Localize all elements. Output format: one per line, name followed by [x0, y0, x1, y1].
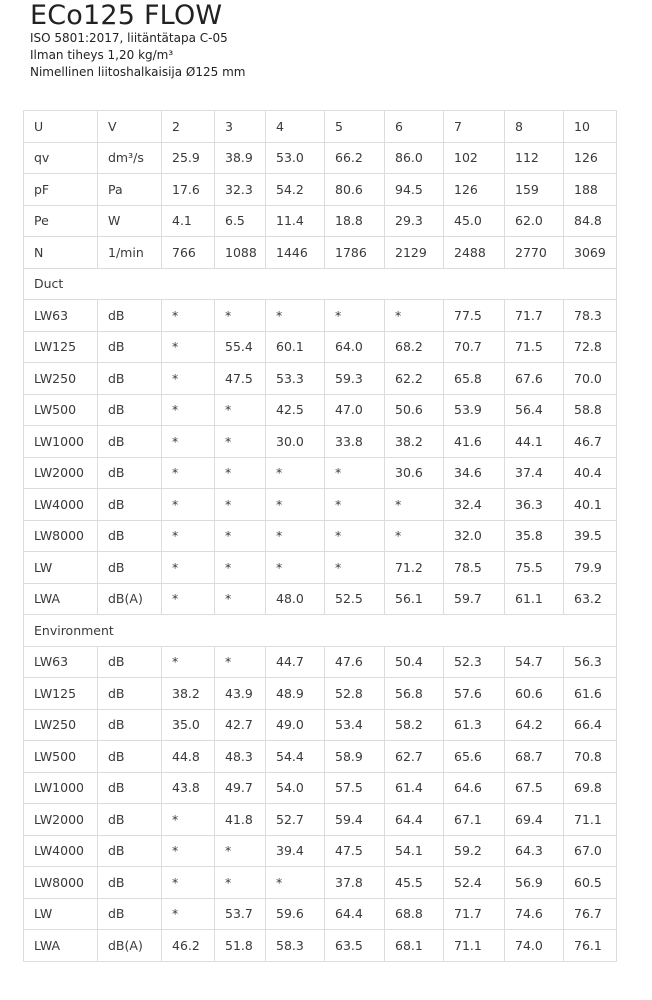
value-cell: 57.5 — [325, 772, 385, 804]
value-cell: 52.4 — [444, 867, 505, 899]
value-cell: 69.8 — [564, 772, 617, 804]
value-cell: 52.7 — [266, 804, 325, 836]
row-label: LWA — [24, 583, 98, 615]
value-cell: 67.5 — [505, 772, 564, 804]
value-cell: 38.2 — [162, 678, 215, 710]
unit-cell: dB — [98, 520, 162, 552]
unit-cell: dB — [98, 835, 162, 867]
value-cell: 64.3 — [505, 835, 564, 867]
value-cell: 36.3 — [505, 489, 564, 521]
value-cell: * — [162, 426, 215, 458]
value-cell: 44.8 — [162, 741, 215, 773]
unit-cell: dB — [98, 331, 162, 363]
section-row — [24, 268, 617, 300]
unit-cell: dm³/s — [98, 142, 162, 174]
value-cell: 2 — [162, 111, 215, 143]
value-cell: 40.1 — [564, 489, 617, 521]
value-cell: * — [162, 457, 215, 489]
value-cell: * — [215, 300, 266, 332]
value-cell: 53.9 — [444, 394, 505, 426]
value-cell: 60.5 — [564, 867, 617, 899]
value-cell: 32.0 — [444, 520, 505, 552]
row-label: LW — [24, 552, 98, 584]
value-cell: 42.5 — [266, 394, 325, 426]
value-cell: * — [215, 646, 266, 678]
value-cell: 159 — [505, 174, 564, 206]
row-label: LWA — [24, 930, 98, 962]
value-cell: * — [266, 300, 325, 332]
value-cell: 54.2 — [266, 174, 325, 206]
unit-cell: dB(A) — [98, 930, 162, 962]
row-label: U — [24, 111, 98, 143]
row-label: LW4000 — [24, 489, 98, 521]
value-cell: 48.0 — [266, 583, 325, 615]
value-cell: 67.6 — [505, 363, 564, 395]
value-cell: 30.0 — [266, 426, 325, 458]
table-row — [24, 394, 617, 426]
row-label: LW2000 — [24, 804, 98, 836]
value-cell: 32.3 — [215, 174, 266, 206]
section-row — [24, 615, 617, 647]
value-cell: * — [162, 520, 215, 552]
value-cell: * — [266, 552, 325, 584]
unit-cell: dB — [98, 300, 162, 332]
unit-cell: dB — [98, 426, 162, 458]
value-cell: 70.0 — [564, 363, 617, 395]
value-cell: 4.1 — [162, 205, 215, 237]
value-cell: 59.2 — [444, 835, 505, 867]
value-cell: 126 — [444, 174, 505, 206]
value-cell: * — [215, 457, 266, 489]
table-row — [24, 583, 617, 615]
unit-cell: W — [98, 205, 162, 237]
value-cell: 33.8 — [325, 426, 385, 458]
value-cell: * — [215, 520, 266, 552]
value-cell: * — [385, 489, 444, 521]
value-cell: 47.5 — [215, 363, 266, 395]
value-cell: 50.4 — [385, 646, 444, 678]
value-cell: * — [325, 300, 385, 332]
value-cell: 45.5 — [385, 867, 444, 899]
value-cell: 41.8 — [215, 804, 266, 836]
table-row — [24, 835, 617, 867]
value-cell: 54.7 — [505, 646, 564, 678]
value-cell: 70.8 — [564, 741, 617, 773]
value-cell: 76.7 — [564, 898, 617, 930]
value-cell: 75.5 — [505, 552, 564, 584]
value-cell: 68.7 — [505, 741, 564, 773]
value-cell: 50.6 — [385, 394, 444, 426]
value-cell: 63.2 — [564, 583, 617, 615]
value-cell: 2770 — [505, 237, 564, 269]
value-cell: 42.7 — [215, 709, 266, 741]
unit-cell: dB — [98, 741, 162, 773]
value-cell: 43.8 — [162, 772, 215, 804]
table-row — [24, 678, 617, 710]
value-cell: 71.7 — [444, 898, 505, 930]
value-cell: 61.3 — [444, 709, 505, 741]
row-label: LW2000 — [24, 457, 98, 489]
row-label: LW1000 — [24, 772, 98, 804]
value-cell: * — [266, 867, 325, 899]
value-cell: 4 — [266, 111, 325, 143]
value-cell: * — [162, 331, 215, 363]
value-cell: 3069 — [564, 237, 617, 269]
row-label: LW — [24, 898, 98, 930]
value-cell: 71.1 — [564, 804, 617, 836]
value-cell: 6 — [385, 111, 444, 143]
value-cell: 11.4 — [266, 205, 325, 237]
row-label: LW8000 — [24, 867, 98, 899]
air-density-line: Ilman tiheys 1,20 kg/m³ — [30, 48, 174, 62]
value-cell: 71.1 — [444, 930, 505, 962]
value-cell: 62.7 — [385, 741, 444, 773]
value-cell: 43.9 — [215, 678, 266, 710]
value-cell: 53.7 — [215, 898, 266, 930]
value-cell: 57.6 — [444, 678, 505, 710]
value-cell: 46.2 — [162, 930, 215, 962]
unit-cell: Pa — [98, 174, 162, 206]
unit-cell: dB — [98, 867, 162, 899]
value-cell: 54.0 — [266, 772, 325, 804]
row-label: LW250 — [24, 363, 98, 395]
row-label: LW250 — [24, 709, 98, 741]
value-cell: 47.6 — [325, 646, 385, 678]
value-cell: 79.9 — [564, 552, 617, 584]
table-row — [24, 142, 617, 174]
value-cell: 68.2 — [385, 331, 444, 363]
unit-cell: dB — [98, 489, 162, 521]
value-cell: 54.1 — [385, 835, 444, 867]
value-cell: 54.4 — [266, 741, 325, 773]
value-cell: 63.5 — [325, 930, 385, 962]
value-cell: 60.6 — [505, 678, 564, 710]
value-cell: 44.7 — [266, 646, 325, 678]
value-cell: 49.0 — [266, 709, 325, 741]
table-row — [24, 741, 617, 773]
value-cell: 56.8 — [385, 678, 444, 710]
value-cell: 188 — [564, 174, 617, 206]
row-label: LW500 — [24, 741, 98, 773]
value-cell: 59.7 — [444, 583, 505, 615]
page-title: ECo125 FLOW — [30, 0, 223, 31]
value-cell: 62.0 — [505, 205, 564, 237]
value-cell: * — [162, 867, 215, 899]
value-cell: * — [162, 804, 215, 836]
value-cell: 112 — [505, 142, 564, 174]
value-cell: 1088 — [215, 237, 266, 269]
value-cell: * — [215, 394, 266, 426]
value-cell: 39.5 — [564, 520, 617, 552]
unit-cell: dB — [98, 363, 162, 395]
value-cell: 29.3 — [385, 205, 444, 237]
value-cell: * — [215, 867, 266, 899]
value-cell: * — [215, 489, 266, 521]
value-cell: * — [215, 552, 266, 584]
table-row — [24, 520, 617, 552]
table-row — [24, 300, 617, 332]
row-label: qv — [24, 142, 98, 174]
row-label: LW4000 — [24, 835, 98, 867]
unit-cell: dB — [98, 772, 162, 804]
row-label: N — [24, 237, 98, 269]
value-cell: 86.0 — [385, 142, 444, 174]
value-cell: 68.1 — [385, 930, 444, 962]
value-cell: 38.2 — [385, 426, 444, 458]
value-cell: 52.5 — [325, 583, 385, 615]
value-cell: * — [162, 835, 215, 867]
value-cell: * — [162, 489, 215, 521]
value-cell: 30.6 — [385, 457, 444, 489]
value-cell: 8 — [505, 111, 564, 143]
value-cell: 59.4 — [325, 804, 385, 836]
value-cell: 58.9 — [325, 741, 385, 773]
value-cell: 44.1 — [505, 426, 564, 458]
value-cell: 74.0 — [505, 930, 564, 962]
value-cell: * — [215, 426, 266, 458]
value-cell: 25.9 — [162, 142, 215, 174]
value-cell: 64.4 — [325, 898, 385, 930]
value-cell: 47.0 — [325, 394, 385, 426]
value-cell: 60.1 — [266, 331, 325, 363]
value-cell: 55.4 — [215, 331, 266, 363]
unit-cell: dB — [98, 394, 162, 426]
value-cell: 64.6 — [444, 772, 505, 804]
value-cell: 35.8 — [505, 520, 564, 552]
table-row — [24, 772, 617, 804]
value-cell: * — [162, 583, 215, 615]
value-cell: 71.5 — [505, 331, 564, 363]
value-cell: * — [215, 835, 266, 867]
value-cell: * — [162, 363, 215, 395]
value-cell: 17.6 — [162, 174, 215, 206]
unit-cell: 1/min — [98, 237, 162, 269]
value-cell: 2488 — [444, 237, 505, 269]
value-cell: 40.4 — [564, 457, 617, 489]
value-cell: 71.7 — [505, 300, 564, 332]
value-cell: 56.1 — [385, 583, 444, 615]
table-row — [24, 331, 617, 363]
value-cell: 1786 — [325, 237, 385, 269]
value-cell: 80.6 — [325, 174, 385, 206]
table-row — [24, 646, 617, 678]
value-cell: 48.9 — [266, 678, 325, 710]
unit-cell: dB — [98, 646, 162, 678]
row-label: LW63 — [24, 646, 98, 678]
value-cell: 45.0 — [444, 205, 505, 237]
value-cell: 37.4 — [505, 457, 564, 489]
value-cell: 62.2 — [385, 363, 444, 395]
value-cell: 49.7 — [215, 772, 266, 804]
value-cell: 61.1 — [505, 583, 564, 615]
value-cell: 78.3 — [564, 300, 617, 332]
value-cell: 51.8 — [215, 930, 266, 962]
value-cell: 18.8 — [325, 205, 385, 237]
value-cell: 38.9 — [215, 142, 266, 174]
value-cell: 67.1 — [444, 804, 505, 836]
unit-cell: dB — [98, 898, 162, 930]
table-row — [24, 111, 617, 143]
value-cell: 56.3 — [564, 646, 617, 678]
value-cell: 52.8 — [325, 678, 385, 710]
table-row — [24, 489, 617, 521]
value-cell: 59.3 — [325, 363, 385, 395]
value-cell: * — [385, 520, 444, 552]
table-row — [24, 898, 617, 930]
row-label: LW1000 — [24, 426, 98, 458]
value-cell: * — [162, 300, 215, 332]
value-cell: 64.0 — [325, 331, 385, 363]
value-cell: 37.8 — [325, 867, 385, 899]
value-cell: 126 — [564, 142, 617, 174]
value-cell: 65.6 — [444, 741, 505, 773]
value-cell: 2129 — [385, 237, 444, 269]
value-cell: 59.6 — [266, 898, 325, 930]
value-cell: 6.5 — [215, 205, 266, 237]
value-cell: 67.0 — [564, 835, 617, 867]
unit-cell: dB — [98, 457, 162, 489]
row-label: LW125 — [24, 678, 98, 710]
value-cell: 61.4 — [385, 772, 444, 804]
value-cell: 48.3 — [215, 741, 266, 773]
unit-cell: dB(A) — [98, 583, 162, 615]
value-cell: * — [162, 552, 215, 584]
performance-table — [23, 110, 617, 962]
value-cell: 66.2 — [325, 142, 385, 174]
value-cell: * — [215, 583, 266, 615]
value-cell: 64.2 — [505, 709, 564, 741]
value-cell: 56.9 — [505, 867, 564, 899]
value-cell: 3 — [215, 111, 266, 143]
value-cell: 61.6 — [564, 678, 617, 710]
value-cell: * — [162, 646, 215, 678]
value-cell: 34.6 — [444, 457, 505, 489]
value-cell: 41.6 — [444, 426, 505, 458]
row-label: LW500 — [24, 394, 98, 426]
row-label: Pe — [24, 205, 98, 237]
value-cell: 66.4 — [564, 709, 617, 741]
value-cell: 72.8 — [564, 331, 617, 363]
value-cell: 76.1 — [564, 930, 617, 962]
value-cell: 53.0 — [266, 142, 325, 174]
value-cell: 58.8 — [564, 394, 617, 426]
value-cell: 64.4 — [385, 804, 444, 836]
value-cell: 68.8 — [385, 898, 444, 930]
value-cell: 102 — [444, 142, 505, 174]
table-row — [24, 237, 617, 269]
value-cell: 5 — [325, 111, 385, 143]
table-row — [24, 174, 617, 206]
value-cell: 32.4 — [444, 489, 505, 521]
unit-cell: V — [98, 111, 162, 143]
value-cell: 53.3 — [266, 363, 325, 395]
value-cell: 58.2 — [385, 709, 444, 741]
value-cell: * — [385, 300, 444, 332]
value-cell: 35.0 — [162, 709, 215, 741]
value-cell: 7 — [444, 111, 505, 143]
value-cell: 47.5 — [325, 835, 385, 867]
value-cell: 71.2 — [385, 552, 444, 584]
value-cell: * — [325, 457, 385, 489]
value-cell: 84.8 — [564, 205, 617, 237]
table-row — [24, 205, 617, 237]
value-cell: 46.7 — [564, 426, 617, 458]
value-cell: 65.8 — [444, 363, 505, 395]
table-row — [24, 804, 617, 836]
value-cell: 1446 — [266, 237, 325, 269]
value-cell: 766 — [162, 237, 215, 269]
row-label: LW63 — [24, 300, 98, 332]
value-cell: * — [266, 520, 325, 552]
table-row — [24, 457, 617, 489]
unit-cell: dB — [98, 804, 162, 836]
row-label: LW8000 — [24, 520, 98, 552]
section-heading: Environment — [24, 615, 617, 647]
value-cell: * — [162, 898, 215, 930]
standard-line: ISO 5801:2017, liitäntätapa C-05 — [30, 31, 228, 45]
value-cell: 74.6 — [505, 898, 564, 930]
value-cell: 70.7 — [444, 331, 505, 363]
table-row — [24, 709, 617, 741]
value-cell: * — [266, 457, 325, 489]
table-row — [24, 552, 617, 584]
value-cell: 39.4 — [266, 835, 325, 867]
section-heading: Duct — [24, 268, 617, 300]
table-row — [24, 930, 617, 962]
value-cell: * — [266, 489, 325, 521]
value-cell: 94.5 — [385, 174, 444, 206]
value-cell: * — [325, 520, 385, 552]
table-row — [24, 867, 617, 899]
value-cell: 56.4 — [505, 394, 564, 426]
value-cell: 77.5 — [444, 300, 505, 332]
unit-cell: dB — [98, 678, 162, 710]
value-cell: 78.5 — [444, 552, 505, 584]
value-cell: * — [325, 552, 385, 584]
value-cell: 10 — [564, 111, 617, 143]
table-row — [24, 426, 617, 458]
unit-cell: dB — [98, 709, 162, 741]
row-label: LW125 — [24, 331, 98, 363]
value-cell: * — [325, 489, 385, 521]
unit-cell: dB — [98, 552, 162, 584]
nominal-diameter-line: Nimellinen liitoshalkaisija Ø125 mm — [30, 65, 246, 79]
row-label: pF — [24, 174, 98, 206]
value-cell: 53.4 — [325, 709, 385, 741]
value-cell: 69.4 — [505, 804, 564, 836]
value-cell: 58.3 — [266, 930, 325, 962]
value-cell: 52.3 — [444, 646, 505, 678]
table-row — [24, 363, 617, 395]
value-cell: * — [162, 394, 215, 426]
